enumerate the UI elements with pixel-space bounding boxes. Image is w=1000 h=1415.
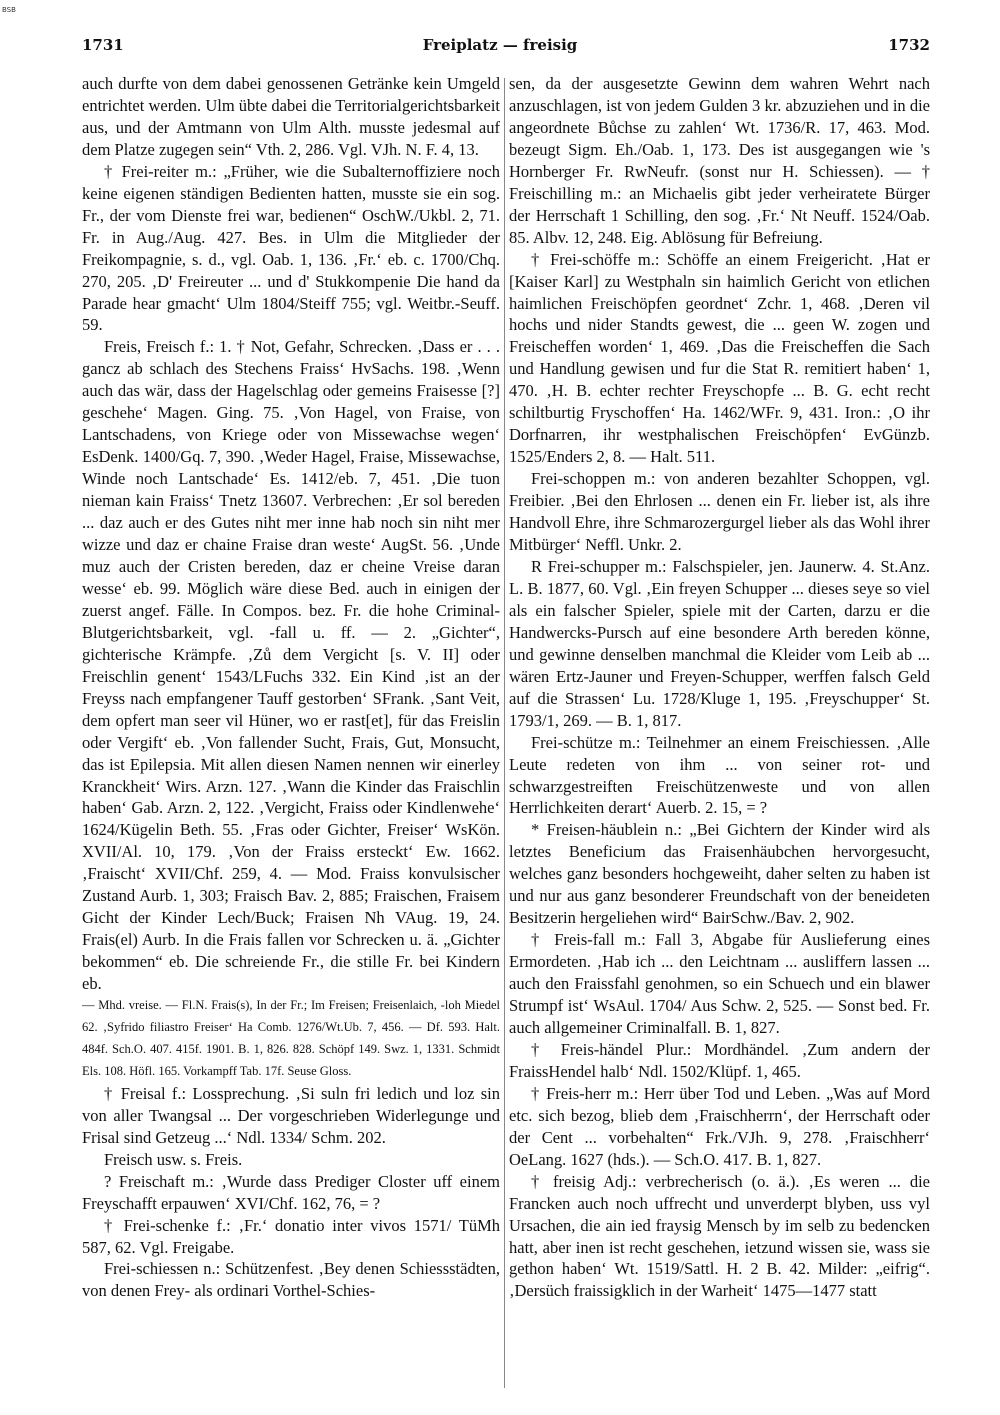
dictionary-entry: † Freis-herr m.: Herr über Tod und Leben. „Was auf Mord etc. sich bezog, blieb dem ‚Fraischherrn‘, der Herrschaft oder der Cent ... vorbehalten“ Frk./VJh. 9, 278. ‚Fraischherr‘ OeLang. 1627 (hds.). — Sch.O. 417. B. 1, 827.: [509, 1083, 930, 1169]
dictionary-entry: auch durfte von dem dabei genossenen Getränke kein Umgeld entrichtet werden. Ulm übte dabei die Territorialgerichtsbarkeit aus, und der Amtmann von Ulm Alth. musste jedesmal auf dem Platze zugegen sein“ Vth. 2, 286. Vgl. VJh. N. F. 4, 13.: [82, 74, 500, 159]
column-divider: [504, 78, 505, 1388]
dictionary-entry: Frei-schiessen n.: Schützenfest. ‚Bey denen Schiessstädten, von denen Frey- als ordinari Vorthel-Schies-: [82, 1259, 500, 1301]
dictionary-entry: R Frei-schupper m.: Falschspieler, jen. Jaunerw. 4. St.Anz. L. B. 1877, 60. Vgl. ‚Ein freyen Schupper ... dieses seye so viel als ein falscher Spieler, spiele mit der Carten, darzu er die Handwercks-Pursch auf eine besondere Arth bereden könne, und gewinne denselben manchmal die Kleider vom Leib ab ... wären Ertz-Jauner und Freyen-Schupper, werffen falsch Geld auf die Strassen‘ Lu. 1728/Kluge 1, 195. ‚Freyschupper‘ St. 1793/1, 269. — B. 1, 817.: [509, 556, 930, 730]
dictionary-entry: † Frei-schöffe m.: Schöffe an einem Freigericht. ‚Hat er [Kaiser Karl] zu Westphaln sin haimlich Gericht von etlichen haimlichen Freischöpfen geordnet‘ Zchr. 1, 468. ‚Deren vil hochs und nider Standts gewest, die ... geen W. zogen und Freischeffen worden‘ 1, 469. ‚Das die Freischeffen die Sach und Handlung gewisen und fur die Stat R. remitiert haben‘ 1, 470. ‚H. B. echter rechter Freyschopfe ... B. G. echt recht schiltburtig Fryschoffen‘ Ha. 1462/WFr. 9, 431. Iron.: ‚O ihr Dorfnarren, ihr westphalischen Freischöpfen‘ EvGünzb. 1525/Enders 2, 8. — Halt. 511.: [509, 249, 930, 467]
dictionary-entry: † Frei-reiter m.: „Früher, wie die Subalternoffiziere noch keine eigenen ständigen Bedienten hatten, musste sie ein sog. Fr., der vom Dienste frei war, bedienen“ OschW./Ukbl. 2, 71. Fr. in Aug./Aug. 427. Bes. in Ulm die Mitglieder der Freikompagnie, s. d., vgl. Oab. 1, 136. ‚Fr.‘ eb. c. 1700/Chq. 270, 205. ‚D' Freireuter ... und d' Stukkompenie Die hand da Parade hear gmacht‘ Ulm 1804/Steiff 755; vgl. Weitbr.-Seuff. 59.: [82, 161, 500, 335]
running-head: Freiplatz — freisig: [422, 36, 578, 54]
right-column: [509, 73, 930, 1403]
page-number-left: 1731: [82, 36, 124, 54]
page-header: [0, 36, 1000, 66]
dictionary-entry: ? Freischaft m.: ‚Wurde dass Prediger Closter uff einem Freyschafft erpauwen‘ XVI/Chf. 162, 76, = ?: [82, 1171, 500, 1213]
dictionary-entry: † freisig Adj.: verbrecherisch (o. ä.). ‚Es weren ... die Francken auch noch uffrecht und unverderpt blyben, uss vyl Ursachen, die ain ied fraysig Mensch by im selb zu bedencken hatt, aber inen ist recht geschehen, ietzund wissen sie, wass sie gethon haben‘ Wt. 1519/Sattl. H. 2 B. 42. Milder: „eifrig“. ‚Dersüch fraissigklich in der Warheit‘ 1475—1477 statt: [509, 1171, 930, 1301]
dictionary-entry: * Freisen-häublein n.: „Bei Gichtern der Kinder wird als letztes Beneficium das Fraisenhäubchen hervorgesucht, welches ganz besonders hochgeweiht, daher selten zu haben ist und nur aus ganz besonderer Freundschaft von der beneideten Besitzerin hergeliehen wird“ BairSchw./Bav. 2, 902.: [509, 820, 930, 928]
dictionary-entry: † Frei-schenke f.: ‚Fr.‘ donatio inter vivos 1571/ TüMh 587, 62. Vgl. Freigabe.: [82, 1215, 500, 1257]
dictionary-entry: Frei-schütze m.: Teilnehmer an einem Freischiessen. ‚Alle Leute redeten von ihm ... von seiner rot- und schwarzgestreiften Freischützenweste und von allen Herrlichkeiten derart‘ Auerb. 2. 15, = ?: [509, 732, 930, 818]
library-stamp: BSB: [2, 6, 16, 14]
dictionary-entry: † Freisal f.: Lossprechung. ‚Si suln fri ledich und loz sin von aller Twangsal ... Der vorgeschrieben Widerlegunge und Frisal sind Getzeug ...‘ Ndl. 1334/ Schm. 202.: [82, 1083, 500, 1147]
dictionary-entry: Freis, Freisch f.: 1. † Not, Gefahr, Schrecken. ‚Dass er . . . gancz ab schlach des Stechens Fraiss‘ HvSachs. 198. ‚Wenn auch das wär, dass der Hagelschlag oder gemeins Fraisesse [?] geschehe‘ Magen. Ging. 75. ‚Von Hagel, von Fraise, von Lantschadens, von Kriege oder von Missewachse wegen‘ EsDenk. 1400/Gq. 7, 390. ‚Weder Hagel, Fraise, Missewachse, Winde noch Lantschade‘ Es. 1412/eb. 7, 451. ‚Die tuon nieman kain Fraiss‘ Tnetz 13607. Verbrechen: ‚Er sol bereden ... daz auch er des Gutes niht mer inne hab noch sin niht mer wizze und daz er chaine Fraise dran weste‘ AugSt. 56. ‚Unde muz auch der Cristen bereden, daz er cheine Vreise daran wesse‘ eb. 99. Möglich wäre diese Bed. auch in einigen der zuerst angef. Fälle. In Compos. bez. Fr. die hohe Criminal-Blutgerichtsbarkeit, vgl. -fall u. ff. — 2. „Gichter“, gichterische Krämpfe. ‚Zů dem Vergicht [s. V. II] oder Freischlin genent‘ 1543/LFuchs 332. Ein Kind ‚ist an der Freyss nach empfangener Tauff gestorben‘ SFrank. ‚Sant Veit, dem opfert man seer vil Hüner, wo er rast[et], für das Freislin oder Vergift‘ eb. ‚Von fallender Sucht, Frais, Gut, Monsucht, das ist Epilepsia. Mit allen diesen Namen nennen wir einerley Kranckheit‘ Wirs. Arzn. 127. ‚Wann die Kinder das Fraischlin haben‘ Gab. Arzn. 2, 122. ‚Vergicht, Fraiss oder Kindlenwehe‘ 1624/Kügelin Beth. 55. ‚Fras oder Gichter, Freiser‘ WsKön. XVII/Al. 10, 179. ‚Von der Fraiss ersteckt‘ Ew. 1662. ‚Fraischt‘ XVII/Chf. 259, 4. — Mod. Fraiss konvulsischer Zustand Aurb. 1, 303; Fraisch Bav. 2, 885; Fraischen, Fraisem Gicht der Kinder Lech/Buck; Fraisen Nh VAug. 19, 24. Frais(el) Aurb. In die Frais fallen vor Schrecken u. ä. „Gichter bekommen“ eb. Die schreiende Fr., die stille Fr. bei Kindern eb.: [82, 337, 500, 994]
dictionary-entry: † Freis-händel Plur.: Mordhändel. ‚Zum andern der FraissHendel halb‘ Ndl. 1502/Klüpf. 1, 465.: [509, 1039, 930, 1081]
page-number-right: 1732: [888, 36, 930, 54]
dictionary-entry: Freisch usw. s. Freis.: [104, 1149, 243, 1169]
dictionary-entry: sen, da der ausgesetzte Gewinn dem wahren Wehrt nach anzuschlagen, ist von jedem Gulden 3 kr. abzuziehen und in die angeordnete Bůchse zu zahlen‘ Wt. 1736/R. 17, 463. Mod. bezeugt Sigm. Eh./Oab. 1, 173. Des ist ausgegangen wie 's Hornberger Fr. RwNeufr. (sonst nur H. Schiessen). — † Freischilling m.: an Michaelis gibt jeder verheiratete Bürger der Herrschaft 1 Schilling, den sog. ‚Fr.‘ Nt Neuff. 1524/Oab. 85. Albv. 12, 248. Eig. Ablösung für Befreiung.: [509, 74, 930, 247]
dictionary-entry: † Freis-fall m.: Fall 3, Abgabe für Auslieferung eines Ermordeten. ‚Hab ich ... den Leichtnam ... ausliffern lassen ... auch den Fraissfahl genohmen, so ein Schuech und ein blawer Strumpf ist‘ WsAul. 1704/ Aus Schw. 2, 525. — Sonst bed. Fr. auch allgemeiner Criminalfall. B. 1, 827.: [509, 930, 930, 1037]
dictionary-entry: — Mhd. vreise. — Fl.N. Frais(s), In der Fr.; Im Freisen; Freisenlaich, -loh Miedel 62. ‚Syfrido filiastro Freiser‘ Ha Comb. 1276/Wt.Ub. 7, 456. — Df. 593. Halt. 484f. Sch.O. 407. 415f. 1901. B. 1, 826. 828. Schöpf 149. Swz. 1, 1331. Schmidt Els. 108. Höfl. 165. Vorkampff Tab. 17f. Seuse Gloss.: [82, 998, 500, 1078]
left-column: [82, 73, 500, 1403]
dictionary-entry: Frei-schoppen m.: von anderen bezahlter Schoppen, vgl. Freibier. ‚Bei den Ehrlosen ... denen ein Fr. lieber ist, als ihre Handvoll Ehre, ihre Schmarozergurgel lieber als das Wohl ihrer Mitbürger‘ Neffl. Unkr. 2.: [509, 469, 930, 555]
